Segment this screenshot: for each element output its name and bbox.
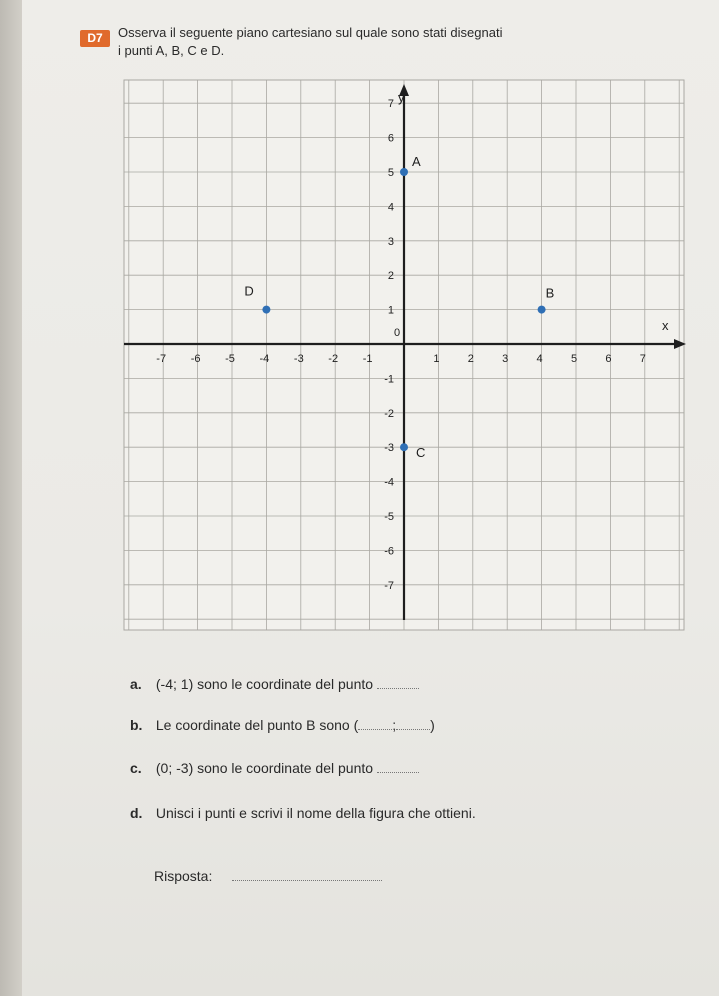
answer-b-x-blank[interactable] (358, 729, 392, 730)
answer-c-blank[interactable] (377, 772, 419, 773)
exercise-badge: D7 (80, 30, 110, 47)
x-tick-label: 0 (393, 327, 401, 339)
y-tick-label: -6 (384, 545, 394, 558)
answer-row (154, 868, 382, 884)
y-axis-label: y (398, 90, 405, 105)
x-tick-label: 3 (502, 353, 509, 365)
question-a-letter: a. (130, 676, 142, 692)
question-b-separator: ; (392, 717, 397, 733)
x-tick-label: 7 (639, 353, 646, 365)
x-tick-label: -5 (225, 353, 235, 365)
x-tick-label: 2 (467, 353, 474, 365)
point-label-d: D (244, 283, 254, 299)
x-tick-label: 5 (570, 353, 578, 365)
question-b (130, 717, 435, 733)
x-tick-label: -2 (328, 353, 339, 365)
answer-b-y-blank[interactable] (396, 729, 430, 730)
point-d (262, 306, 270, 314)
x-axis-label: x (662, 318, 669, 333)
question-c-text: (0; -3) sono le coordinate del punto (155, 760, 374, 776)
y-tick-label: -5 (384, 511, 394, 523)
point-b (538, 306, 546, 314)
point-c (400, 443, 408, 451)
answer-label: Risposta: (154, 868, 213, 884)
y-tick-label: 4 (387, 201, 394, 214)
x-tick-label: -1 (362, 353, 373, 365)
point-a (400, 168, 408, 176)
y-tick-label: 2 (387, 270, 394, 283)
question-a-text: (-4; 1) sono le coordinate del punto (155, 676, 374, 692)
point-label-a: A (412, 154, 421, 169)
y-tick-label: -3 (384, 442, 394, 455)
x-tick-label: 4 (536, 353, 543, 365)
question-c-letter: c. (130, 760, 142, 776)
question-b-close: ) (430, 717, 435, 733)
y-tick-label: -1 (384, 373, 394, 386)
question-b-letter: b. (130, 717, 143, 733)
instruction-line-2: i punti A, B, C e D. (118, 43, 225, 58)
x-tick-label: 1 (433, 353, 440, 365)
point-label-c: C (416, 445, 426, 461)
y-tick-label: 1 (387, 304, 394, 317)
y-tick-label: 6 (387, 132, 394, 145)
question-a (130, 676, 419, 692)
y-tick-label: 5 (387, 167, 394, 179)
y-tick-label: 3 (387, 235, 394, 248)
question-d-text: Unisci i punti e scrivi il nome della figura che ottieni. (155, 805, 476, 821)
instruction-line-1: Osserva il seguente piano cartesiano sul quale sono stati disegnati (118, 25, 503, 40)
x-tick-label: -4 (259, 353, 270, 365)
question-d (130, 805, 476, 821)
question-d-letter: d. (130, 805, 143, 821)
y-tick-label: -7 (384, 579, 394, 592)
y-tick-label: 7 (387, 98, 394, 111)
answer-d-line[interactable] (232, 880, 382, 881)
point-label-b: B (545, 285, 555, 301)
question-b-text: Le coordinate del punto B sono ( (155, 717, 359, 733)
x-tick-label: -7 (156, 353, 167, 365)
y-tick-label: -4 (384, 476, 394, 489)
question-c (130, 760, 419, 776)
answer-a-blank[interactable] (377, 688, 419, 689)
y-tick-label: -2 (384, 407, 394, 420)
x-tick-label: -3 (293, 353, 304, 365)
x-tick-label: 6 (605, 353, 612, 365)
x-tick-label: -6 (190, 353, 201, 365)
